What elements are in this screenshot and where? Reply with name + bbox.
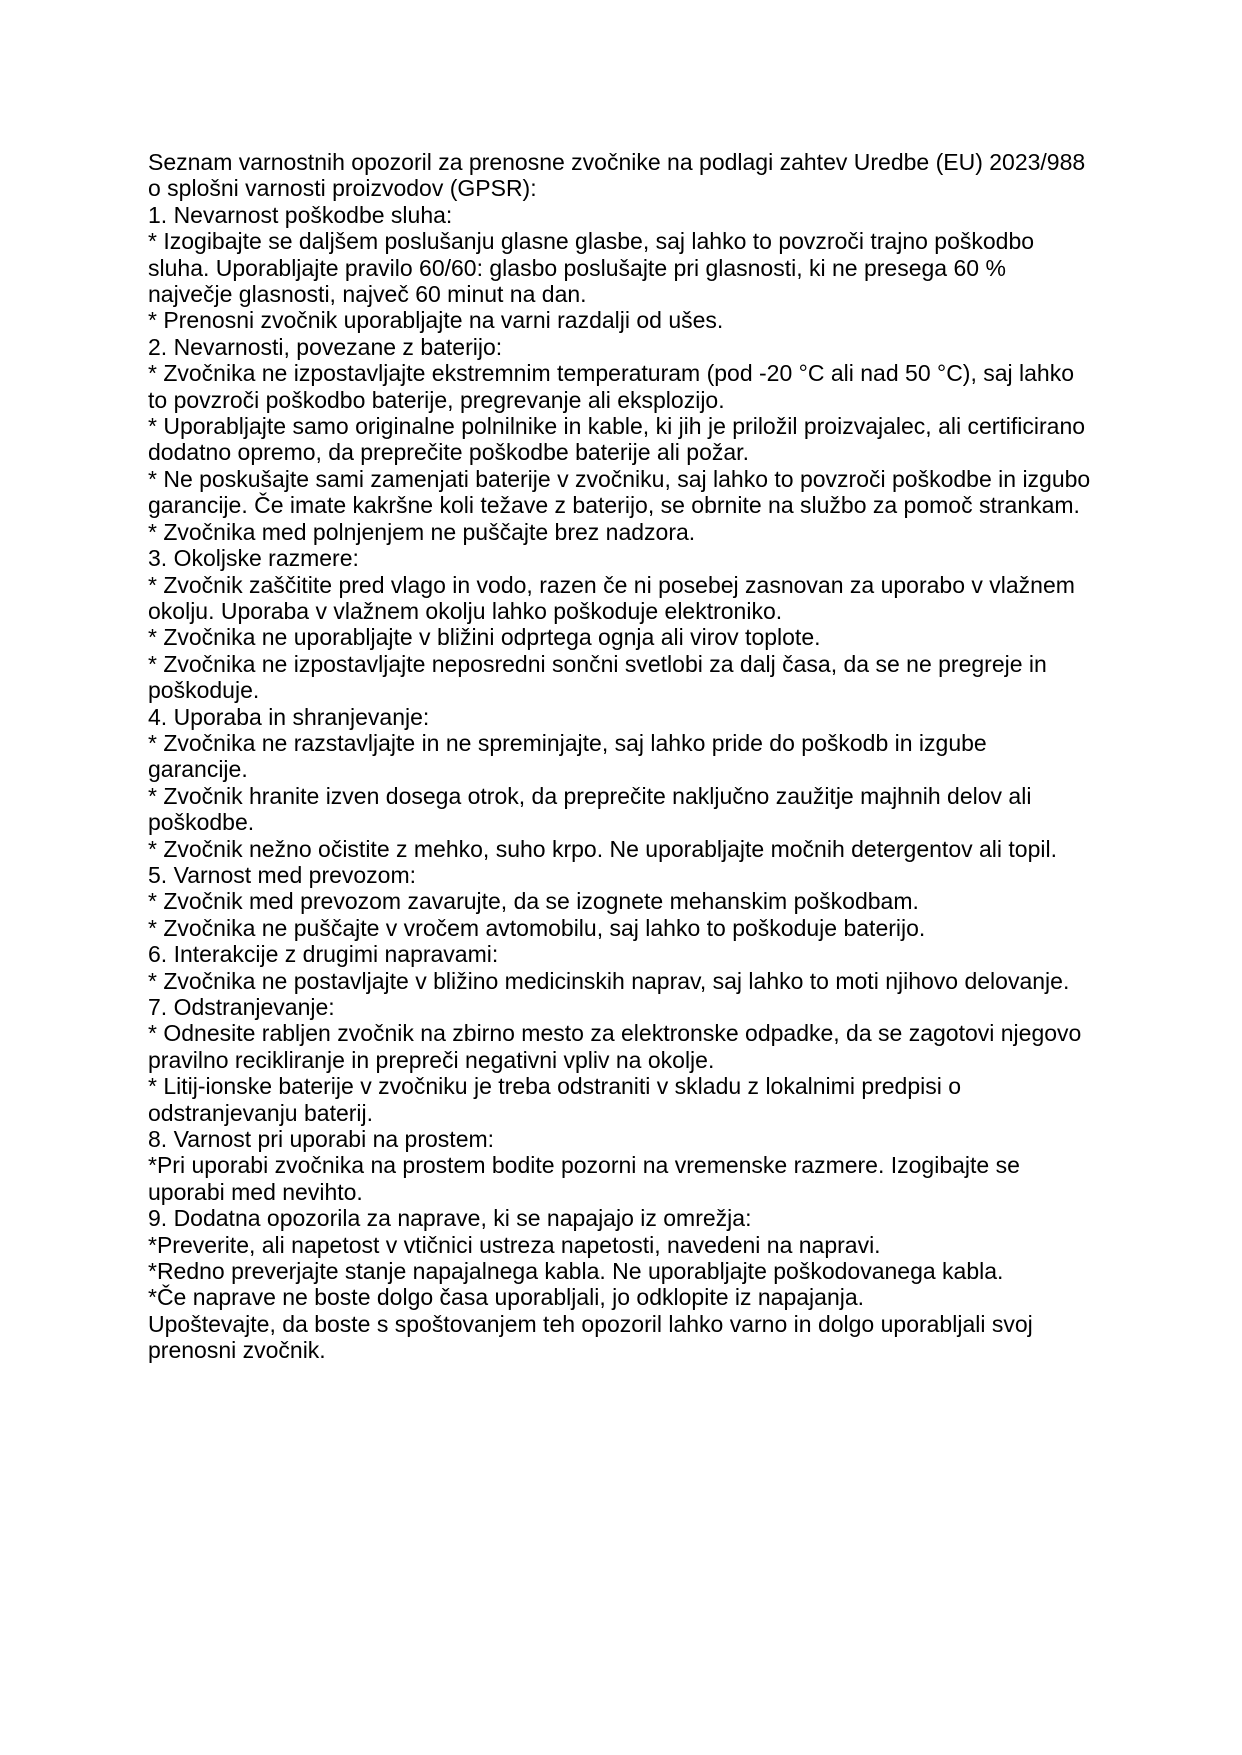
text-line: 7. Odstranjevanje: [148,994,335,1020]
text-line: poškodbe. [148,809,255,836]
text-line: * Uporabljajte samo originalne polnilnike in kable, ki jih je priložil proizvajalec, ali certificirano [148,413,1086,440]
text-line: * Zvočnika ne postavljajte v bližino medicinskih naprav, saj lahko to moti njihovo delovanje. [148,967,1070,994]
text-line: * Zvočnika ne izpostavljajte ekstremnim temperaturam (pod -20 °C ali nad 50 °C), saj lahko [148,360,1075,387]
paragraph-bullet [148,651,1208,704]
text-line: največje glasnosti, največ 60 minut na dan. [148,281,587,308]
text-line: * Zvočnika ne uporabljajte v bližini odprtega ognja ali virov toplote. [148,624,821,651]
text-line: * Zvočnik nežno očistite z mehko, suho krpo. Ne uporabljajte močnih detergentov ali topil. [148,835,1057,862]
text-line: 1. Nevarnost poškodbe sluha: [148,201,453,228]
text-line: Upoštevajte, da boste s spoštovanjem teh opozoril lahko varno in dolgo uporabljali svoj [148,1310,1033,1337]
text-line: * Ne poskušajte sami zamenjati baterije v zvočniku, saj lahko to povzroči poškodbe in izgubo [148,465,1091,492]
paragraph-heading [148,334,1208,360]
text-line: prenosni zvočnik. [148,1337,326,1364]
paragraph-bullet [148,1284,1208,1310]
paragraph-bullet [148,915,1208,941]
paragraph-bullet [148,730,1208,783]
paragraph-bullet [148,1152,1208,1205]
text-line: * Zvočnika ne puščajte v vročem avtomobilu, saj lahko to poškoduje baterijo. [148,914,926,941]
text-line: garancije. [148,756,248,783]
paragraph-bullet [148,1258,1208,1284]
text-line: * Odnesite rabljen zvočnik na zbirno mesto za elektronske odpadke, da se zagotovi njegovo [148,1020,1082,1047]
text-line: * Izogibajte se daljšem poslušanju glasne glasbe, saj lahko to povzroči trajno poškodbo [148,228,1035,255]
paragraph-bullet [148,888,1208,914]
paragraph-bullet [148,783,1208,836]
paragraph-heading [148,1126,1208,1152]
paragraph-bullet [148,1232,1208,1258]
text-line: * Zvočnik zaščitite pred vlago in vodo, razen če ni posebej zasnovan za uporabo v vlažnem [148,571,1075,598]
text-line: * Zvočnika ne razstavljajte in ne spreminjajte, saj lahko pride do poškodb in izgube [148,729,987,756]
text-line: 5. Varnost med prevozom: [148,861,417,888]
paragraph-bullet [148,1020,1208,1073]
text-line: pravilno recikliranje in prepreči negativni vpliv na okolje. [148,1046,715,1073]
paragraph-bullet [148,1073,1208,1126]
paragraph-title [148,149,1208,202]
text-line: * Zvočnika ne izpostavljajte neposredni sončni svetlobi za dalj časa, da se ne pregreje in [148,650,1047,677]
paragraph-bullet [148,836,1208,862]
text-line: 4. Uporaba in shranjevanje: [148,703,430,730]
paragraph-bullet [148,968,1208,994]
paragraph-bullet [148,360,1208,413]
text-line: 8. Varnost pri uporabi na prostem: [148,1126,495,1153]
text-line: 2. Nevarnosti, povezane z baterijo: [148,333,503,360]
text-line: uporabi med nevihto. [148,1178,363,1205]
text-line: *Pri uporabi zvočnika na prostem bodite pozorni na vremenske razmere. Izogibajte se [148,1152,1020,1179]
paragraph-heading [148,704,1208,730]
text-line: *Če naprave ne boste dolgo časa uporabljali, jo odklopite iz napajanja. [148,1284,865,1311]
paragraph-bullet [148,413,1208,466]
text-line: dodatno opremo, da preprečite poškodbe baterije ali požar. [148,439,749,466]
paragraph-bullet [148,572,1208,625]
text-line: o splošni varnosti proizvodov (GPSR): [148,175,537,202]
paragraph-heading [148,202,1208,228]
text-line: okolju. Uporaba v vlažnem okolju lahko poškoduje elektroniko. [148,597,783,624]
text-line: to povzroči poškodbo baterije, pregrevanje ali eksplozijo. [148,386,725,413]
text-line: * Zvočnika med polnjenjem ne puščajte brez nadzora. [148,518,696,545]
text-line: * Zvočnik hranite izven dosega otrok, da preprečite naključno zaužitje majhnih delov ali [148,782,1032,809]
text-line: garancije. Če imate kakršne koli težave z baterijo, se obrnite na službo za pomoč strankam. [148,492,1080,519]
paragraph-heading [148,545,1208,571]
paragraph-bullet [148,228,1208,307]
paragraph-bullet [148,519,1208,545]
document-text-block [148,149,1208,1364]
paragraph-heading [148,994,1208,1020]
paragraph-bullet [148,624,1208,650]
text-line: odstranjevanju baterij. [148,1099,374,1126]
paragraph-heading [148,941,1208,967]
paragraph-bullet [148,307,1208,333]
paragraph-heading [148,1205,1208,1231]
text-line: *Redno preverjajte stanje napajalnega kabla. Ne uporabljajte poškodovanega kabla. [148,1258,1004,1285]
text-line: 9. Dodatna opozorila za naprave, ki se napajajo iz omrežja: [148,1205,752,1232]
text-line: * Zvočnik med prevozom zavarujte, da se izognete mehanskim poškodbam. [148,888,919,915]
paragraph-bullet [148,466,1208,519]
text-line: * Prenosni zvočnik uporabljajte na varni razdalji od ušes. [148,307,724,334]
text-line: * Litij-ionske baterije v zvočniku je treba odstraniti v skladu z lokalnimi predpisi o [148,1073,962,1100]
text-line: poškoduje. [148,677,260,704]
text-line: sluha. Uporabljajte pravilo 60/60: glasbo poslušajte pri glasnosti, ki ne presega 60 % [148,254,1006,281]
paragraph-closing [148,1311,1208,1364]
text-line: *Preverite, ali napetost v vtičnici ustreza napetosti, navedeni na napravi. [148,1231,881,1258]
paragraph-heading [148,862,1208,888]
text-line: 3. Okoljske razmere: [148,545,359,572]
text-line: 6. Interakcije z drugimi napravami: [148,941,499,968]
text-line: Seznam varnostnih opozoril za prenosne zvočnike na podlagi zahtev Uredbe (EU) 2023/988 [148,149,1086,175]
